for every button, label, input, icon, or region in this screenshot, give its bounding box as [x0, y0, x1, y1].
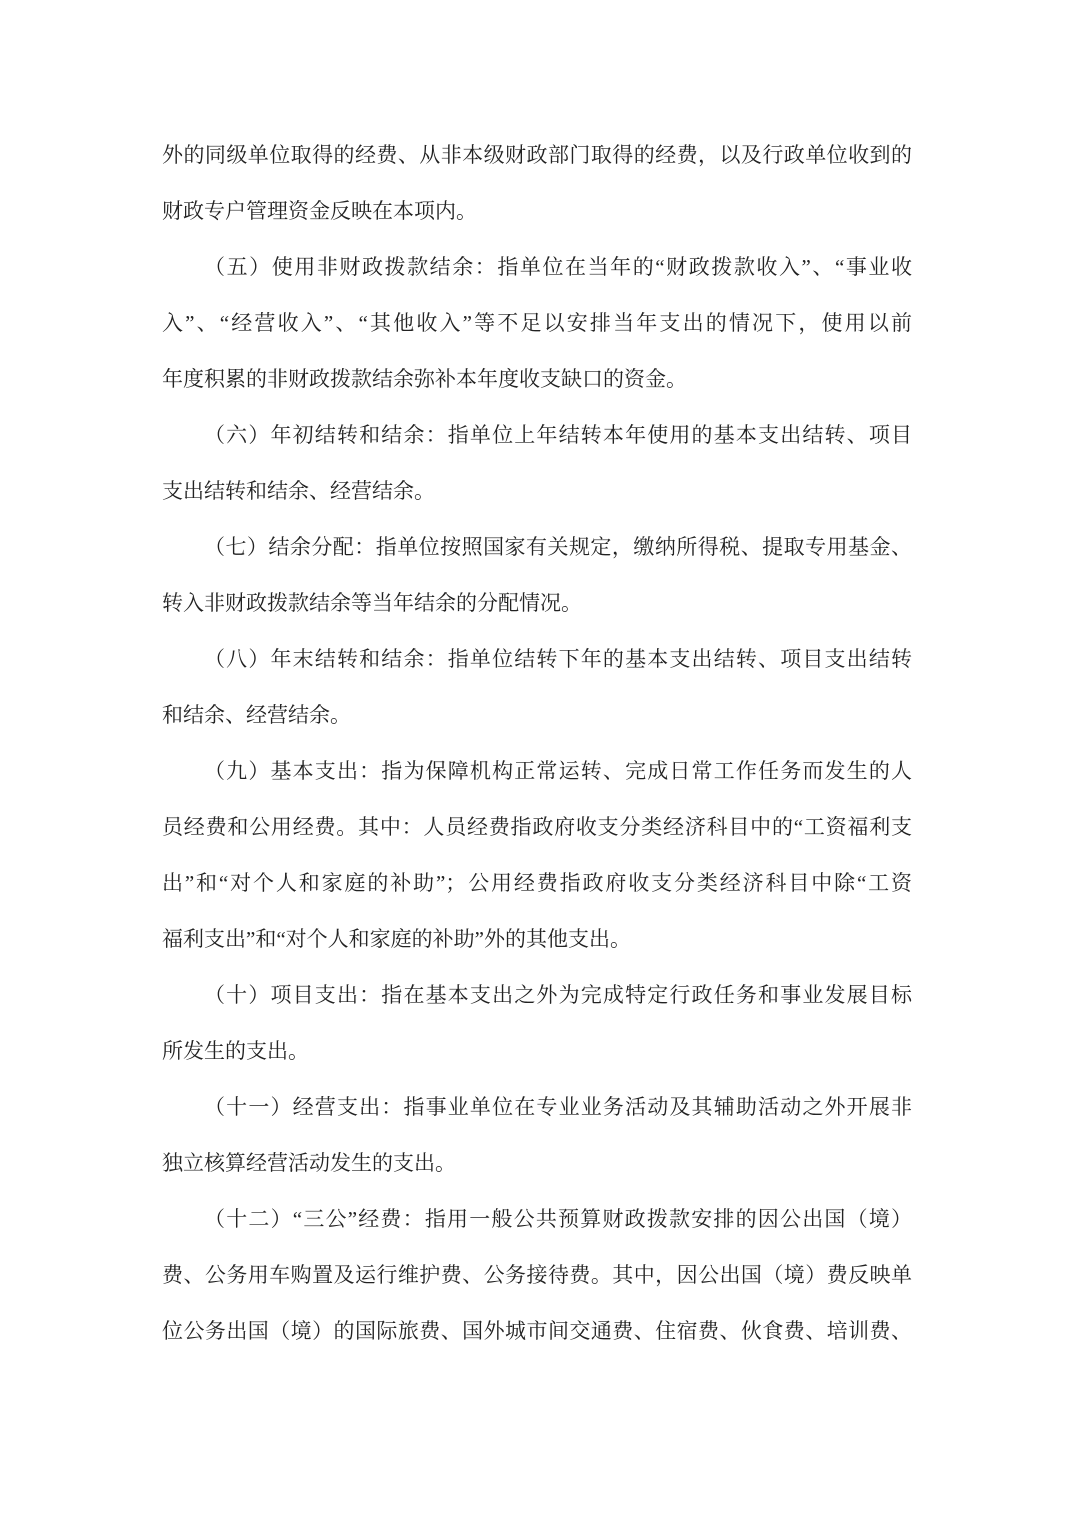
text-line: 所发生的支出。: [162, 1039, 309, 1063]
text-line: 和结余、经营结余。: [162, 703, 351, 727]
text-line: （六）年初结转和结余：指单位上年结转本年使用的基本支出结转、项目: [204, 423, 912, 447]
text-line: （八）年末结转和结余：指单位结转下年的基本支出结转、项目支出结转: [204, 647, 912, 671]
text-line: 年度积累的非财政拨款结余弥补本年度收支缺口的资金。: [162, 367, 687, 391]
text-line: 福利支出”和“对个人和家庭的补助”外的其他支出。: [162, 927, 631, 951]
text-line: 员经费和公用经费。其中：人员经费指政府收支分类经济科目中的“工资福利支: [162, 815, 912, 839]
text-line: 支出结转和结余、经营结余。: [162, 479, 435, 503]
text-line: （九）基本支出：指为保障机构正常运转、完成日常工作任务而发生的人: [204, 759, 912, 783]
text-line: 独立核算经营活动发生的支出。: [162, 1151, 456, 1175]
text-line: 出”和“对个人和家庭的补助”；公用经费指政府收支分类经济科目中除“工资: [162, 871, 912, 895]
document-body: [162, 127, 912, 1359]
text-line: 位公务出国（境）的国际旅费、国外城市间交通费、住宿费、伙食费、培训费、: [162, 1319, 912, 1343]
text-line: 财政专户管理资金反映在本项内。: [162, 199, 477, 223]
text-line: 外的同级单位取得的经费、从非本级财政部门取得的经费，以及行政单位收到的: [162, 143, 912, 167]
text-line: 转入非财政拨款结余等当年结余的分配情况。: [162, 591, 582, 615]
text-line: 入”、“经营收入”、“其他收入”等不足以安排当年支出的情况下，使用以前: [162, 311, 912, 335]
text-line: （七）结余分配：指单位按照国家有关规定，缴纳所得税、提取专用基金、: [204, 535, 912, 559]
text-line: 费、公务用车购置及运行维护费、公务接待费。其中，因公出国（境）费反映单: [162, 1263, 912, 1287]
text-line: （十二）“三公”经费：指用一般公共预算财政拨款安排的因公出国（境）: [204, 1207, 912, 1231]
text-line: （五）使用非财政拨款结余：指单位在当年的“财政拨款收入”、“事业收: [204, 255, 912, 279]
text-line: （十一）经营支出：指事业单位在专业业务活动及其辅助活动之外开展非: [204, 1095, 912, 1119]
text-line: （十）项目支出：指在基本支出之外为完成特定行政任务和事业发展目标: [204, 983, 912, 1007]
